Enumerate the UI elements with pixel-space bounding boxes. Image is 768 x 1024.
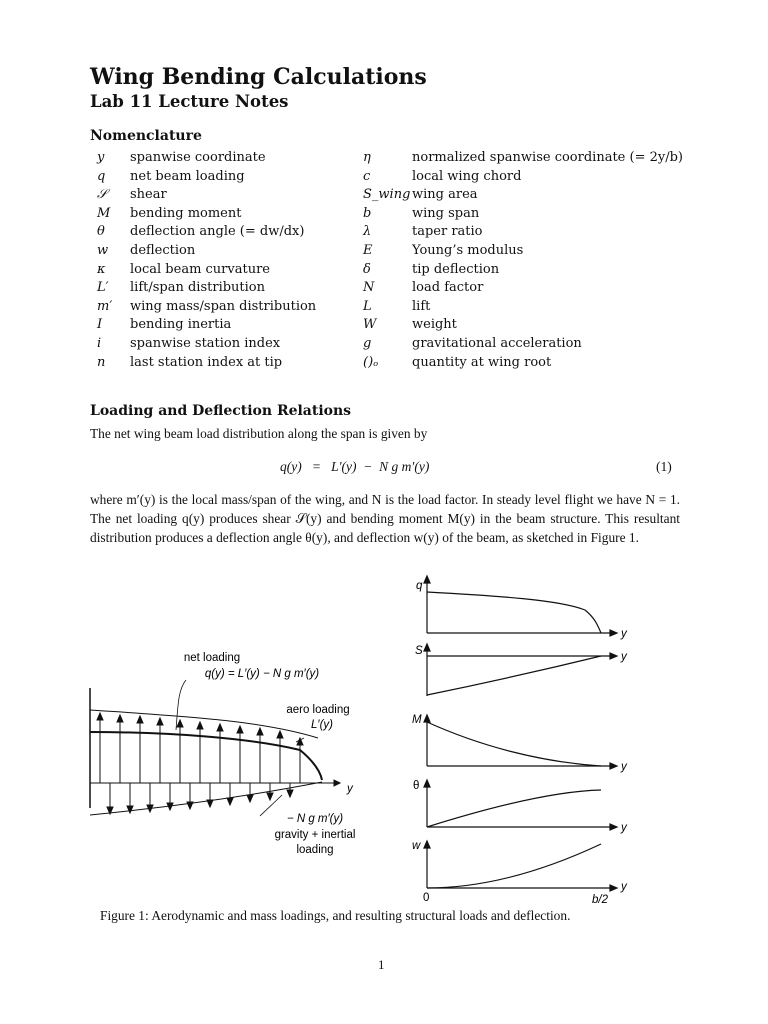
nomenclature-symbol: L xyxy=(363,298,372,314)
aero-loading-equation: L′(y) xyxy=(311,719,333,731)
nomenclature-description: lift xyxy=(412,298,431,314)
nomenclature-symbol: 𝒮 xyxy=(97,187,108,203)
wing-loading-diagram xyxy=(90,680,340,816)
plot-m-axis-label: y xyxy=(621,761,627,773)
nomenclature-symbol: η xyxy=(363,150,371,165)
nomenclature-symbol: w xyxy=(97,243,109,258)
aero-loading-label: aero loading xyxy=(286,704,350,716)
loading-heading: Loading and Deflection Relations xyxy=(90,403,352,419)
nomenclature-symbol: θ xyxy=(97,224,105,240)
nomenclature-symbol: M xyxy=(97,205,111,221)
plot-w-axis-label: y xyxy=(621,881,627,893)
structural-plots xyxy=(424,576,617,891)
nomenclature-description: local beam curvature xyxy=(130,261,270,277)
nomenclature-symbol: E xyxy=(363,243,373,258)
nomenclature-description: bending inertia xyxy=(130,317,232,333)
nomenclature-description: shear xyxy=(130,187,167,203)
figure-1 xyxy=(0,570,768,905)
nomenclature-description: lift/span distribution xyxy=(130,280,266,296)
loading-intro: The net wing beam load distribution along the span is given by xyxy=(90,426,428,441)
plot-q-axis-label: y xyxy=(621,628,627,640)
nomenclature-symbol: i xyxy=(97,336,102,351)
nomenclature-symbol: I xyxy=(97,317,103,333)
nomenclature-description: gravitational acceleration xyxy=(412,336,582,351)
plot-q xyxy=(424,576,617,636)
nomenclature-description: wing area xyxy=(412,187,478,203)
nomenclature-symbol: S_wing xyxy=(363,187,411,203)
nomenclature-description: deflection angle (= dw/dx) xyxy=(130,224,305,240)
plot-w xyxy=(424,841,617,891)
nomenclature-description: wing mass/span distribution xyxy=(130,298,317,314)
document-subtitle: Lab 11 Lecture Notes xyxy=(90,92,289,111)
tick-zero: 0 xyxy=(423,892,430,904)
nomenclature-symbol: m′ xyxy=(97,298,113,314)
plot-s-axis-label: y xyxy=(621,651,627,663)
tick-half-span: b/2 xyxy=(592,894,608,905)
nomenclature-description: taper ratio xyxy=(412,224,483,240)
nomenclature-description: spanwise station index xyxy=(130,336,281,351)
plot-s xyxy=(424,644,617,696)
loading-body: where m′(y) is the local mass/span of the wing, and N is the load factor. In steady level flight we have N = 1. The net loading q(y) produces shear 𝒮(y) and bending moment M(y) in the beam structure. This resultant distribution produces a deflection angle θ(y), and deflection w(y) of the beam, as sketched in Figure 1. xyxy=(90,492,680,545)
nomenclature-description: load factor xyxy=(412,280,484,296)
plot-s-label: S xyxy=(415,645,423,657)
page-number: 1 xyxy=(378,957,385,972)
nomenclature-description: last station index at tip xyxy=(130,354,283,370)
nomenclature-symbol: ()ₒ xyxy=(363,354,379,370)
plot-m xyxy=(424,715,617,769)
nomenclature-symbol: κ xyxy=(97,261,106,277)
gravity-equation: − N g m′(y) xyxy=(286,813,344,825)
nomenclature-symbol: N xyxy=(363,280,375,296)
plot-w-label: w xyxy=(412,840,421,852)
nomenclature-description: deflection xyxy=(130,243,196,258)
beam-axis-label: y xyxy=(347,783,353,795)
nomenclature-description: bending moment xyxy=(130,205,242,221)
nomenclature-symbol: W xyxy=(363,317,377,333)
nomenclature-description: Young’s modulus xyxy=(412,243,524,258)
nomenclature-description: weight xyxy=(412,317,457,333)
nomenclature-symbol: c xyxy=(363,168,371,184)
nomenclature-symbol: λ xyxy=(363,224,372,240)
nomenclature-description: wing span xyxy=(412,205,480,221)
nomenclature-description: local wing chord xyxy=(412,168,522,184)
plot-theta-label: θ xyxy=(413,780,420,792)
equation-number: (1) xyxy=(656,459,672,474)
nomenclature-symbol: q xyxy=(97,168,106,184)
nomenclature-description: net beam loading xyxy=(130,168,245,184)
figure-caption: Figure 1: Aerodynamic and mass loadings, and resulting structural loads and deflection. xyxy=(100,908,571,923)
net-loading-label: net loading xyxy=(183,652,241,664)
net-loading-equation: q(y) = L′(y) − N g m′(y) xyxy=(204,668,320,680)
nomenclature-symbol: y xyxy=(97,150,105,165)
nomenclature-description: normalized spanwise coordinate (= 2y/b) xyxy=(412,150,683,165)
document-title: Wing Bending Calculations xyxy=(90,64,427,90)
nomenclature-symbol: n xyxy=(97,354,106,370)
nomenclature-description: quantity at wing root xyxy=(412,354,552,370)
plot-q-label: q xyxy=(416,580,423,592)
gravity-label-line1: gravity + inertial xyxy=(274,829,356,841)
plot-theta-axis-label: y xyxy=(621,822,627,834)
nomenclature-symbol: g xyxy=(363,336,372,351)
equation-1: q(y) = L′(y) − N g m′(y) xyxy=(280,459,430,474)
nomenclature-symbol: b xyxy=(363,205,372,221)
plot-theta xyxy=(424,780,617,830)
nomenclature-heading: Nomenclature xyxy=(90,128,202,144)
gravity-label-line2: loading xyxy=(296,844,334,856)
nomenclature-description: tip deflection xyxy=(412,261,500,277)
plot-m-label: M xyxy=(412,714,422,726)
nomenclature-symbol: L′ xyxy=(97,280,109,296)
nomenclature-description: spanwise coordinate xyxy=(130,150,266,165)
nomenclature-symbol: δ xyxy=(363,261,371,277)
